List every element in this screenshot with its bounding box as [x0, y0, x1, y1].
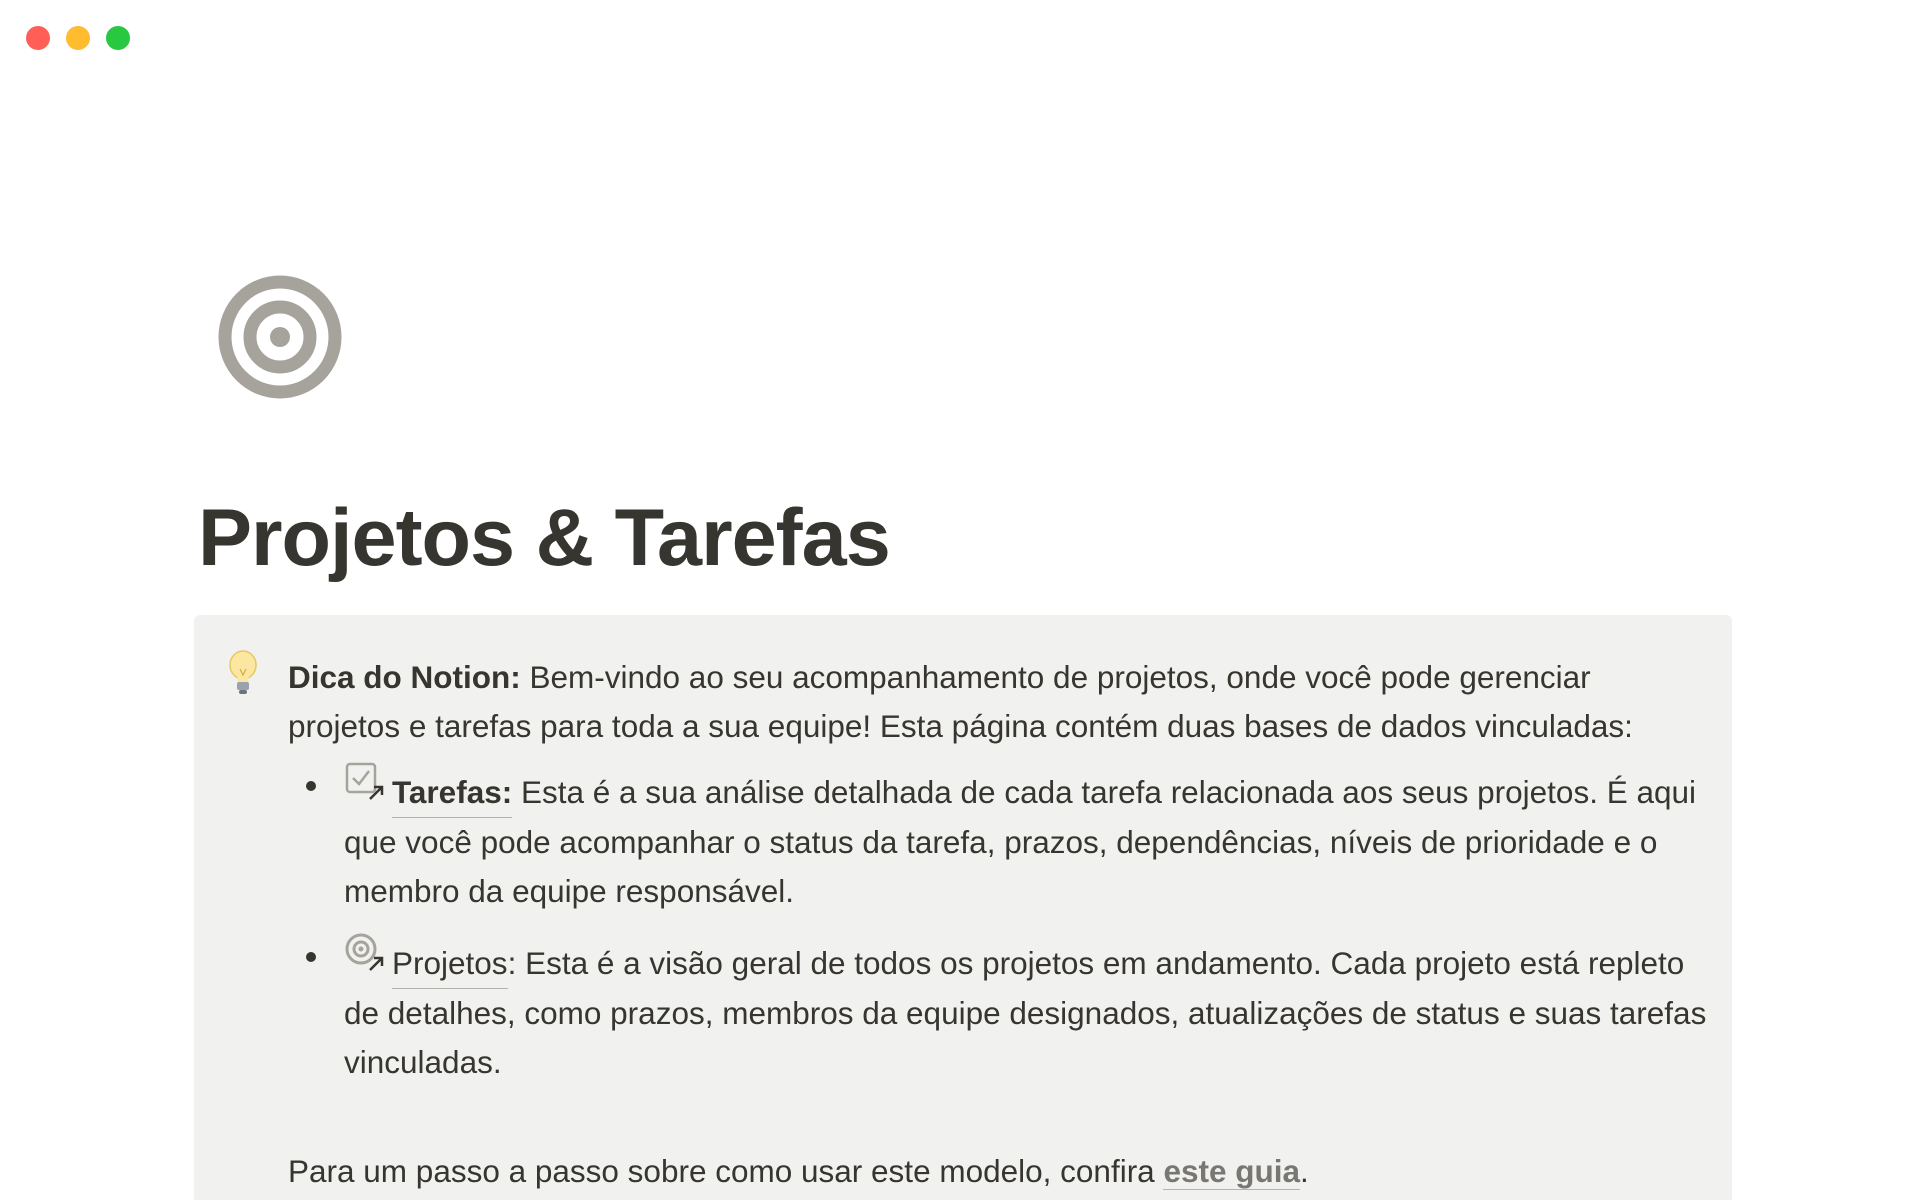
checkbox-link-icon	[344, 761, 386, 803]
guide-paragraph	[288, 1147, 1708, 1196]
callout-content	[288, 653, 1708, 1196]
database-list	[288, 761, 1708, 1087]
lightbulb-icon	[226, 649, 260, 697]
projects-link-label[interactable]: Projetos	[392, 939, 508, 989]
list-item	[288, 761, 1708, 916]
tasks-description: Esta é a sua análise detalhada de cada tarefa relacionada aos seus projetos. É aqui que você pode acompanhar o status da tarefa, prazos, dependências, níveis de prioridade e o membro da equipe responsável.	[344, 774, 1697, 909]
target-link-icon	[344, 932, 386, 974]
minimize-window-button[interactable]	[66, 26, 90, 50]
projects-database-link[interactable]	[344, 932, 508, 989]
target-icon[interactable]	[218, 275, 342, 399]
list-item	[288, 932, 1708, 1087]
callout-intro-text: Bem-vindo ao seu acompanhamento de projetos, onde você pode gerenciar projetos e tarefas para toda a sua equipe! Esta página contém duas bases de dados vinculadas:	[288, 659, 1633, 744]
zoom-window-button[interactable]	[106, 26, 130, 50]
tasks-database-link[interactable]	[344, 761, 512, 818]
notion-tip-callout	[194, 615, 1732, 1200]
projects-description: : Esta é a visão geral de todos os projetos em andamento. Cada projeto está repleto de detalhes, como prazos, membros da equipe designados, atualizações de status e suas tarefas vinculadas.	[344, 945, 1707, 1080]
callout-intro-label: Dica do Notion:	[288, 659, 521, 695]
page-title[interactable]: Projetos & Tarefas	[198, 493, 890, 583]
close-window-button[interactable]	[26, 26, 50, 50]
callout-intro	[288, 653, 1708, 751]
guide-link[interactable]: este guia	[1163, 1153, 1301, 1189]
guide-text: Para um passo a passo sobre como usar este modelo, confira	[288, 1153, 1164, 1189]
tasks-link-label[interactable]: Tarefas:	[392, 768, 512, 818]
guide-period: .	[1300, 1153, 1309, 1189]
bullet-dot	[306, 952, 316, 962]
bullet-dot	[306, 781, 316, 791]
window-controls	[26, 26, 130, 50]
